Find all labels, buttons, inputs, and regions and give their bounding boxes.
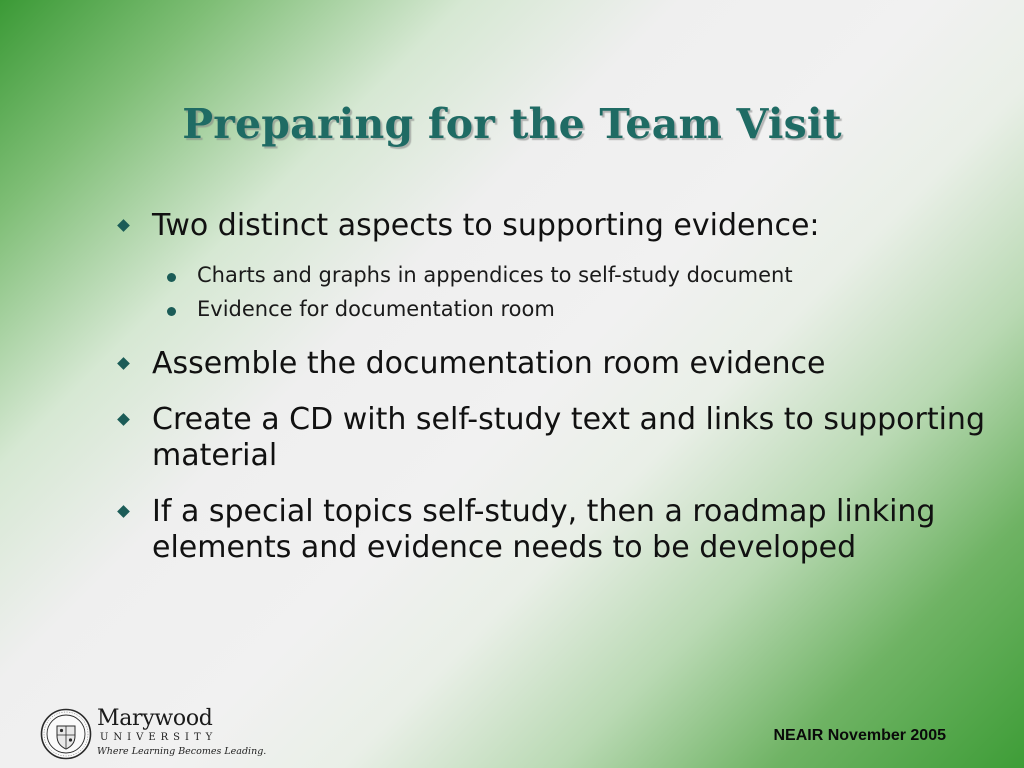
university-logo	[40, 706, 267, 762]
sub-bullet-list	[164, 258, 992, 326]
diamond-bullet-icon	[117, 505, 130, 518]
slide-title: Preparing for the Team Visit	[182, 100, 842, 148]
bullet-item-3	[112, 402, 992, 474]
footer-text: NEAIR November 2005	[773, 727, 946, 744]
diamond-bullet-icon	[117, 413, 130, 426]
bullet-group-1	[112, 208, 992, 326]
logo-wordmark: Marywood	[97, 706, 213, 731]
bullet-text: If a special topics self-study, then a roadmap linking elements and evidence needs to be developed	[152, 494, 936, 565]
diamond-bullet-icon	[117, 357, 130, 370]
bullet-item-1	[112, 208, 992, 244]
bullet-item-4	[112, 494, 992, 566]
sub-bullet-item-1	[164, 258, 992, 292]
logo-subtitle: UNIVERSITY	[100, 732, 218, 743]
logo-tagline: Where Learning Becomes Leading.	[97, 746, 267, 757]
diamond-bullet-icon	[117, 219, 130, 232]
sub-bullet-item-2	[164, 292, 992, 326]
dot-bullet-icon	[167, 307, 176, 316]
dot-bullet-icon	[167, 273, 176, 282]
bullet-list	[112, 208, 992, 566]
bullet-text: Assemble the documentation room evidence	[152, 346, 826, 381]
university-seal-icon	[40, 708, 92, 760]
sub-bullet-text: Evidence for documentation room	[197, 297, 555, 321]
bullet-text: Create a CD with self-study text and links to supporting material	[152, 402, 985, 473]
sub-bullet-text: Charts and graphs in appendices to self-study document	[197, 263, 793, 287]
bullet-item-2	[112, 346, 992, 382]
bullet-text: Two distinct aspects to supporting evidence:	[152, 208, 820, 243]
